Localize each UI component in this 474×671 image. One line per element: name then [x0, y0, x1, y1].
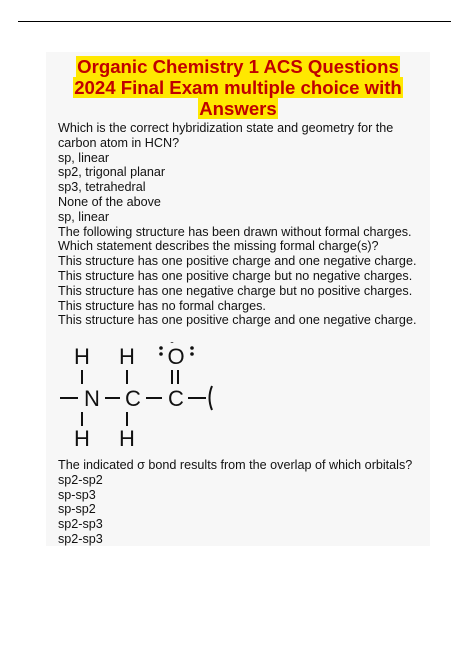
- questions-block: [58, 121, 430, 328]
- q3-option-3: sp-sp2: [58, 502, 96, 517]
- molecule-structure: [60, 342, 220, 452]
- title-line-2: 2024 Final Exam multiple choice with: [74, 77, 402, 98]
- q3-text: The indicated σ bond results from the overlap of which orbitals?: [58, 458, 413, 472]
- atom-h-top-middle: H: [119, 344, 135, 369]
- top-rule: [18, 21, 451, 22]
- q1-text-line-1: Which is the correct hybridization state and geometry for the: [58, 121, 394, 135]
- title-line-3: Answers: [199, 98, 277, 119]
- q1-option-1: sp, linear: [58, 150, 110, 165]
- q3-option-1: sp2-sp2: [58, 472, 103, 487]
- q1-answer: sp, linear: [58, 209, 110, 224]
- q1-option-2: sp2, trigonal planar: [58, 165, 166, 180]
- q2-text-line-1: The following structure has been drawn without formal charges.: [58, 224, 412, 239]
- partial-bracket: [210, 386, 213, 410]
- q2-option-2: This structure has one positive charge but no negative charges.: [58, 268, 413, 283]
- document-title: [46, 56, 430, 119]
- q1-text-line-2: carbon atom in HCN?: [58, 135, 180, 150]
- atom-carbon-1: C: [125, 386, 141, 411]
- q3-option-4: sp2-sp3: [58, 517, 103, 532]
- q2-option-3: This structure has one negative charge but no positive charges.: [58, 283, 413, 298]
- q1-option-4: None of the above: [58, 194, 161, 209]
- atom-carbon-2: C: [168, 386, 184, 411]
- atom-h-bottom-left: H: [74, 426, 90, 451]
- question-3-block: [58, 458, 430, 547]
- q1-option-3: sp3, tetrahedral: [58, 180, 146, 195]
- title-line-1: Organic Chemistry 1 ACS Questions: [77, 56, 399, 77]
- q2-option-4: This structure has no formal charges.: [58, 298, 266, 313]
- q2-answer: This structure has one positive charge and one negative charge.: [58, 313, 417, 328]
- q3-option-2: sp-sp3: [58, 487, 96, 502]
- atom-h-top-left: H: [74, 344, 90, 369]
- q2-text-line-2: Which statement describes the missing formal charge(s)?: [58, 239, 379, 254]
- atom-oxygen: O: [167, 344, 185, 369]
- atom-nitrogen: N: [84, 386, 100, 411]
- q2-option-1: This structure has one positive charge and one negative charge.: [58, 254, 417, 269]
- q3-answer: sp2-sp3: [58, 531, 103, 546]
- atom-h-bottom-middle: H: [119, 426, 135, 451]
